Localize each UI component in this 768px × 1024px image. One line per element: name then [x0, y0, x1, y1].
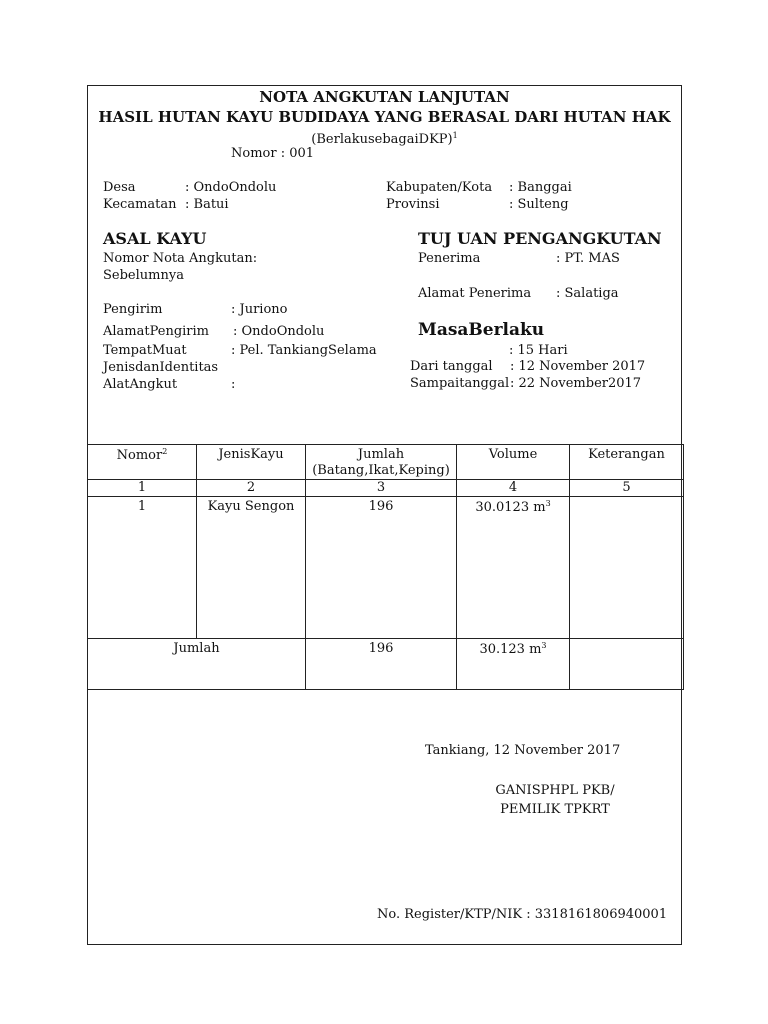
register-number: No. Register/KTP/NIK : 3318161806940001 — [377, 907, 668, 922]
table-row — [88, 497, 684, 639]
place-date: Tankiang, 12 November 2017 — [425, 743, 621, 758]
col-number: 5 — [570, 480, 684, 497]
total-label: Jumlah — [88, 639, 306, 690]
header-jenis-kayu: JenisKayu — [197, 445, 306, 480]
alamat-pengirim-label: AlamatPengirim — [103, 324, 210, 339]
penerima-value: : PT. MAS — [556, 251, 620, 266]
col-number: 4 — [457, 480, 570, 497]
pengirim-value: : Juriono — [231, 302, 288, 317]
alamat-penerima-value: : Salatiga — [556, 286, 619, 301]
desa-label: Desa — [103, 180, 136, 195]
tempat-muat-label: TempatMuat — [103, 343, 187, 358]
dari-tanggal-value: : 12 November 2017 — [510, 359, 646, 374]
kecamatan-value: : Batui — [185, 197, 229, 212]
kecamatan-label: Kecamatan — [103, 197, 177, 212]
col-number: 2 — [197, 480, 306, 497]
sampai-tanggal-value: : 22 November2017 — [510, 376, 642, 391]
row-volume: 30.0123 $m^3$ — [457, 497, 570, 639]
col-number: 3 — [306, 480, 457, 497]
timber-table — [87, 444, 684, 690]
dari-tanggal-label: Dari tanggal — [410, 359, 493, 374]
nomor-nota-label: Nomor Nota Angkutan: — [103, 251, 258, 266]
doc-title: NOTA ANGKUTAN LANJUTAN — [259, 88, 510, 106]
tempat-muat-value: : Pel. TankiangSelama — [231, 343, 377, 358]
header-nomor: Nomor$^2$ — [88, 445, 197, 480]
provinsi-value: : Sulteng — [509, 197, 569, 212]
tujuan-heading: TUJ UAN PENGANGKUTAN — [418, 229, 662, 248]
kabupaten-label: Kabupaten/Kota — [386, 180, 493, 195]
alat-angkut-label: AlatAngkut — [103, 377, 178, 392]
alamat-pengirim-value: : OndoOndolu — [233, 324, 325, 339]
total-volume: 30.123 $m^3$ — [457, 639, 570, 690]
header-jumlah: Jumlah (Batang,Ikat,Keping) — [306, 445, 457, 480]
desa-value: : OndoOndolu — [185, 180, 277, 195]
table-column-numbers — [88, 480, 684, 497]
row-jenis-kayu: Kayu Sengon — [197, 497, 306, 639]
nomor-nota-label-2: Sebelumnya — [103, 268, 184, 283]
signatory-line-2: PEMILIK TPKRT — [500, 802, 610, 817]
alat-angkut-value: : — [231, 377, 236, 392]
row-nomor: 1 — [88, 497, 197, 639]
total-keterangan — [570, 639, 684, 690]
header-keterangan: Keterangan — [570, 445, 684, 480]
doc-note: (BerlakusebagaiDKP)$^1$ — [311, 131, 458, 147]
row-keterangan — [570, 497, 684, 639]
masa-berlaku-value: : 15 Hari — [509, 343, 568, 358]
header-volume: Volume — [457, 445, 570, 480]
signatory-line-1: GANISPHPL PKB/ — [495, 783, 615, 798]
penerima-label: Penerima — [418, 251, 481, 266]
doc-subtitle: HASIL HUTAN KAYU BUDIDAYA YANG BERASAL DARI HUTAN HAK — [98, 108, 671, 126]
provinsi-label: Provinsi — [386, 197, 440, 212]
table-total-row — [88, 639, 684, 690]
masa-berlaku-heading: MasaBerlaku — [418, 320, 545, 340]
table-header-row — [88, 445, 684, 480]
total-jumlah: 196 — [306, 639, 457, 690]
asal-kayu-heading: ASAL KAYU — [103, 229, 207, 248]
pengirim-label: Pengirim — [103, 302, 163, 317]
col-number: 1 — [88, 480, 197, 497]
jenis-identitas-label: JenisdanIdentitas — [103, 360, 219, 375]
row-jumlah: 196 — [306, 497, 457, 639]
doc-number: Nomor : 001 — [231, 146, 315, 161]
sampai-tanggal-label: Sampaitanggal — [410, 376, 510, 391]
alamat-penerima-label: Alamat Penerima — [418, 286, 532, 301]
kabupaten-value: : Banggai — [509, 180, 572, 195]
